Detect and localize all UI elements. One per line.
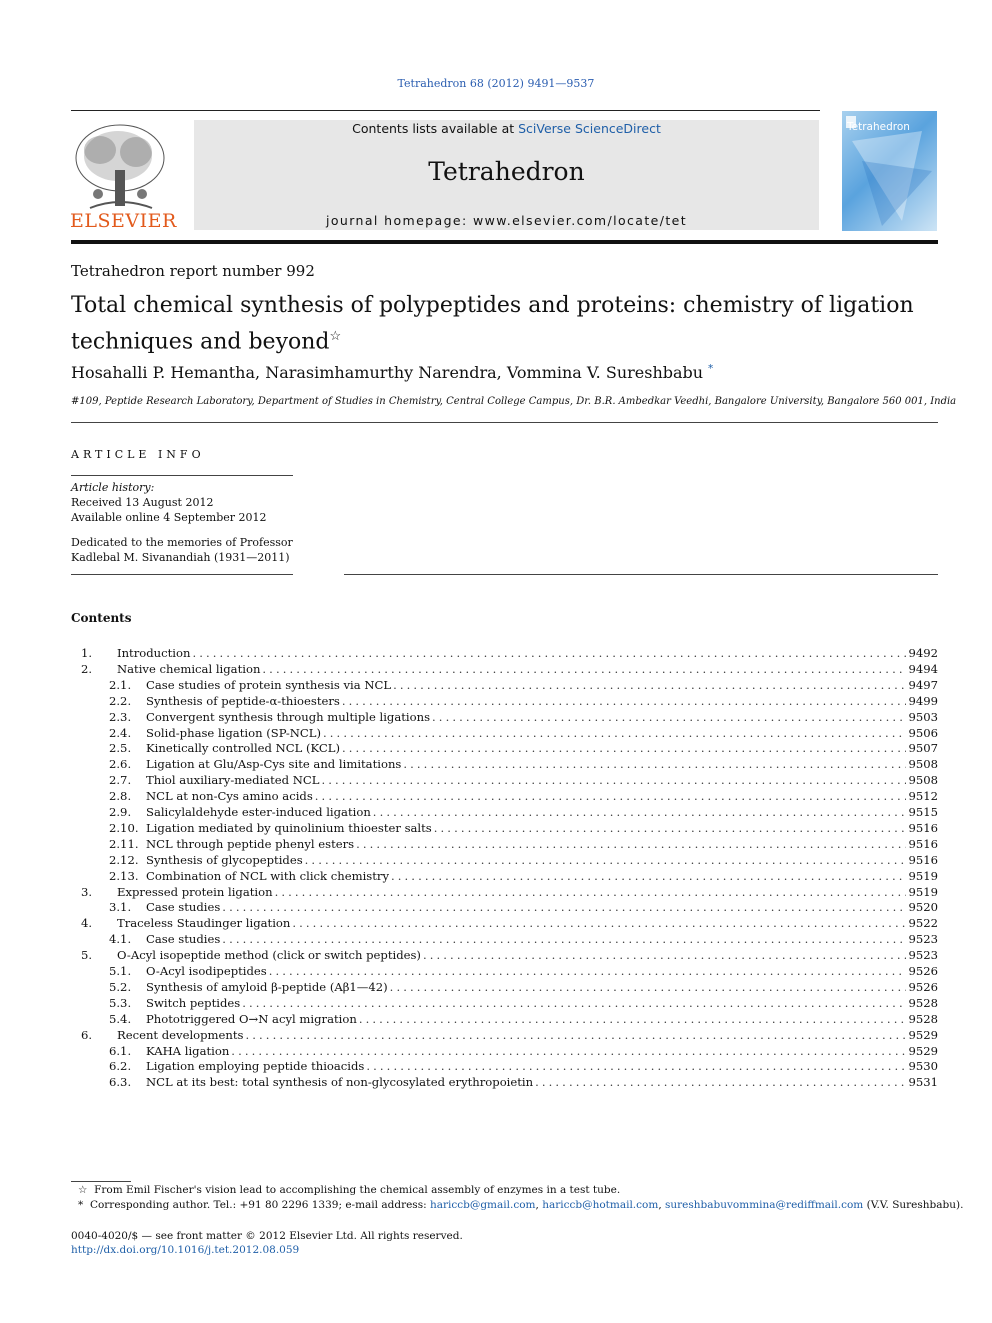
report-number: Tetrahedron report number 992 (71, 262, 315, 280)
dedication-line-2: Kadlebal M. Sivanandiah (1931—2011) (71, 551, 290, 564)
author-list (71, 363, 713, 382)
toc-entry-number: 2.10. (109, 820, 139, 835)
toc-entry-number: 6.2. (109, 1059, 132, 1074)
article-history (71, 480, 267, 525)
toc-entry-number: 2.13. (109, 868, 139, 883)
toc-entry-page: 9499 (908, 693, 938, 708)
received-date: Received 13 August 2012 (71, 496, 214, 509)
toc-entry-page: 9516 (908, 852, 938, 867)
toc-entry-page: 9528 (908, 1011, 938, 1026)
toc-entry-title: Phototriggered O→N acyl migration (146, 1011, 357, 1026)
toc-entry-title: Synthesis of glycopeptides (146, 852, 303, 867)
title-footnote-mark[interactable]: ☆ (329, 329, 342, 344)
toc-entry-number: 5.1. (109, 964, 132, 978)
toc-entry[interactable] (71, 869, 938, 885)
toc-entry-title: NCL at non-Cys amino acids (146, 789, 313, 804)
toc-entry-number: 2.9. (109, 805, 132, 819)
journal-homepage[interactable]: journal homepage: www.elsevier.com/locate/tet (325, 213, 688, 228)
toc-entry-page: 9516 (908, 836, 938, 851)
toc-entry-title: Switch peptides (146, 995, 241, 1010)
toc-entry-number: 6. (81, 1027, 93, 1042)
toc-entry-page: 9494 (908, 661, 938, 676)
toc-entry-title: Case studies (146, 932, 221, 947)
toc-leader-dots (390, 980, 907, 994)
toc-entry-page: 9531 (908, 1075, 938, 1090)
toc-entry-page: 9519 (908, 884, 938, 899)
toc-leader-dots (242, 996, 906, 1010)
toc-entry-number: 2.4. (109, 725, 132, 740)
contents-heading: Contents (71, 611, 132, 625)
toc-entry-title: Thiol auxiliary-mediated NCL (146, 773, 320, 788)
toc-entry-number: 2.12. (109, 852, 139, 867)
toc-entry-title: Traceless Staudinger ligation (117, 916, 291, 931)
available-online-date: Available online 4 September 2012 (71, 511, 267, 524)
toc-leader-dots (535, 1075, 906, 1089)
toc-leader-dots (403, 757, 906, 771)
cover-title: Tetrahedron (847, 121, 910, 133)
email-link-1[interactable]: hariccb@gmail.com (429, 1199, 536, 1211)
article-info-heading: ARTICLE INFO (71, 448, 205, 461)
article-info-rule (71, 475, 293, 476)
toc-leader-dots (315, 789, 907, 803)
toc-entry[interactable] (71, 900, 938, 916)
footnote-corr-suffix: (V.V. Sureshbabu). (866, 1199, 964, 1211)
toc-entry-page: 9516 (908, 820, 938, 835)
toc-leader-dots (192, 646, 906, 660)
toc-entry-number: 2.11. (109, 836, 139, 851)
toc-entry[interactable] (71, 773, 938, 789)
header-rule (71, 110, 820, 111)
toc-entry-title: O-Acyl isodipeptides (146, 964, 267, 978)
toc-entry-number: 1. (81, 646, 93, 660)
toc-leader-dots (342, 694, 907, 708)
toc-entry-title: Kinetically controlled NCL (KCL) (146, 741, 340, 756)
footnote-star-mark: ☆ (78, 1184, 88, 1196)
toc-entry-number: 2.8. (109, 789, 132, 804)
toc-entry-title: Recent developments (117, 1027, 244, 1042)
toc-entry[interactable] (71, 948, 938, 964)
toc-entry-page: 9529 (908, 1043, 938, 1058)
journal-name: Tetrahedron (428, 157, 585, 186)
toc-entry-page: 9526 (908, 979, 938, 994)
history-label: Article history: (71, 481, 155, 494)
toc-leader-dots (373, 805, 907, 819)
journal-citation[interactable]: Tetrahedron 68 (2012) 9491—9537 (397, 77, 595, 90)
toc-entry-title: O-Acyl isopeptide method (click or switch peptides) (117, 948, 421, 963)
toc-entry[interactable] (71, 1028, 938, 1044)
toc-entry[interactable] (71, 964, 938, 980)
toc-entry-number: 2.6. (109, 757, 132, 772)
toc-entry-title: Introduction (117, 646, 191, 660)
toc-entry[interactable] (71, 726, 938, 742)
email-separator-2: , (658, 1199, 665, 1211)
footnote-rule (71, 1181, 131, 1182)
toc-leader-dots (359, 1012, 907, 1026)
toc-leader-dots (393, 678, 906, 692)
toc-entry-page: 9530 (908, 1059, 938, 1074)
toc-leader-dots (434, 821, 907, 835)
toc-entry-page: 9515 (908, 805, 938, 819)
toc-entry-page: 9529 (908, 1027, 938, 1042)
toc-leader-dots (356, 837, 906, 851)
toc-entry-number: 2.1. (109, 677, 132, 692)
toc-entry[interactable] (71, 741, 938, 757)
toc-leader-dots (222, 932, 906, 946)
toc-entry-title: Combination of NCL with click chemistry (146, 868, 389, 883)
toc-leader-dots (269, 964, 907, 978)
toc-entry-title: KAHA ligation (146, 1043, 230, 1058)
toc-entry-title: Solid-phase ligation (SP-NCL) (146, 725, 322, 740)
toc-entry[interactable] (71, 885, 938, 901)
toc-entry-title: Synthesis of peptide-α-thioesters (146, 693, 340, 708)
toc-leader-dots (305, 853, 907, 867)
toc-entry-number: 4. (81, 916, 93, 931)
article-title-text: Total chemical synthesis of polypeptides and proteins: chemistry of ligation techniques and beyond (71, 293, 914, 355)
corresponding-author-mark[interactable]: * (708, 363, 714, 375)
toc-entry-page: 9508 (908, 773, 938, 788)
toc-entry[interactable] (71, 1044, 938, 1060)
doi-link[interactable]: http://dx.doi.org/10.1016/j.tet.2012.08.059 (71, 1244, 300, 1256)
toc-entry-title: Salicylaldehyde ester-induced ligation (146, 805, 371, 819)
toc-entry[interactable] (71, 853, 938, 869)
toc-entry-number: 5.3. (109, 995, 132, 1010)
article-info-bottom-rule (71, 574, 293, 575)
toc-entry-number: 2. (81, 661, 93, 676)
footnote-corresponding (78, 1199, 963, 1211)
toc-entry[interactable] (71, 757, 938, 773)
toc-entry-number: 5.4. (109, 1011, 132, 1026)
toc-entry[interactable] (71, 710, 938, 726)
issn-copyright: 0040-4020/$ — see front matter © 2012 Elsevier Ltd. All rights reserved. (71, 1230, 463, 1242)
toc-entry[interactable] (71, 932, 938, 948)
toc-entry-number: 6.3. (109, 1075, 132, 1090)
toc-leader-dots (262, 662, 906, 676)
toc-leader-dots (292, 916, 906, 930)
toc-leader-dots (275, 885, 907, 899)
email-separator-1: , (535, 1199, 543, 1211)
contents-prefix: Contents lists available at (352, 121, 519, 136)
toc-entry-title: Expressed protein ligation (117, 884, 273, 899)
toc-entry[interactable] (71, 694, 938, 710)
footnote-corr-text: Corresponding author. Tel.: +91 80 2296 1339; e-mail address: (89, 1199, 430, 1211)
toc-entry-number: 6.1. (109, 1043, 132, 1058)
section-rule (71, 422, 938, 423)
elsevier-wordmark: ELSEVIER (70, 210, 177, 232)
toc-leader-dots (342, 741, 906, 755)
toc-entry-page: 9528 (908, 995, 938, 1010)
toc-entry-title: Case studies of protein synthesis via NCL (146, 677, 392, 692)
footnote-star-text: From Emil Fischer's vision lead to accomplishing the chemical assembly of enzymes in a test tube. (94, 1184, 621, 1196)
toc-entry-page: 9492 (908, 646, 938, 660)
author-names[interactable]: Hosahalli P. Hemantha, Narasimhamurthy Narendra, Vommina V. Sureshbabu (71, 363, 704, 382)
toc-entry-title: NCL at its best: total synthesis of non-glycosylated erythropoietin (146, 1075, 534, 1090)
toc-entry[interactable] (71, 980, 938, 996)
abstract-bottom-rule (344, 574, 938, 575)
header-thick-rule (71, 240, 938, 244)
toc-entry-page: 9497 (908, 677, 938, 692)
toc-entry-title: Convergent synthesis through multiple ligations (146, 709, 431, 724)
toc-entry-page: 9512 (908, 789, 938, 804)
toc-entry[interactable] (71, 916, 938, 932)
email-link-3[interactable]: sureshbabuvommina@rediffmail.com (665, 1199, 864, 1211)
toc-entry[interactable] (71, 821, 938, 837)
toc-entry-number: 3.1. (109, 900, 132, 915)
toc-entry-page: 9506 (908, 725, 938, 740)
toc-entry-page: 9507 (908, 741, 938, 756)
dedication-line-1: Dedicated to the memories of Professor (71, 536, 293, 549)
toc-entry-title: Native chemical ligation (117, 661, 261, 676)
toc-entry-number: 3. (81, 884, 93, 899)
toc-entry-number: 2.7. (109, 773, 132, 788)
toc-entry-page: 9520 (908, 900, 938, 915)
toc-leader-dots (423, 948, 907, 962)
toc-entry[interactable] (71, 1012, 938, 1028)
toc-leader-dots (323, 726, 906, 740)
toc-entry-page: 9526 (908, 964, 938, 978)
footnote-corr-mark: * (78, 1199, 84, 1211)
dedication (71, 535, 293, 565)
toc-entry[interactable] (71, 805, 938, 821)
toc-entry-number: 2.3. (109, 709, 132, 724)
toc-entry[interactable] (71, 646, 938, 662)
contents-availability (194, 121, 819, 136)
sciencedirect-link[interactable]: SciVerse ScienceDirect (518, 121, 661, 136)
toc-entry-number: 5. (81, 948, 93, 963)
footnote-title (78, 1184, 620, 1196)
article-title (71, 290, 931, 357)
toc-entry[interactable] (71, 1059, 938, 1075)
toc-entry[interactable] (71, 1075, 938, 1091)
toc-entry-number: 2.5. (109, 741, 132, 756)
toc-entry-page: 9508 (908, 757, 938, 772)
toc-entry-title: Ligation mediated by quinolinium thioester salts (146, 820, 432, 835)
toc-leader-dots (222, 900, 906, 914)
toc-leader-dots (321, 773, 906, 787)
toc-leader-dots (432, 710, 906, 724)
toc-entry-page: 9523 (908, 948, 938, 963)
toc-leader-dots (231, 1044, 906, 1058)
toc-entry-number: 5.2. (109, 979, 132, 994)
toc-entry-page: 9519 (908, 868, 938, 883)
toc-leader-dots (366, 1059, 906, 1073)
toc-entry[interactable] (71, 996, 938, 1012)
toc-entry-title: Ligation employing peptide thioacids (146, 1059, 365, 1074)
affiliation: #109, Peptide Research Laboratory, Department of Studies in Chemistry, Central College Campus, Dr. B.R. Ambedkar Veedhi, Bangalore University, Bangalore 560 001, India (71, 396, 957, 407)
toc-leader-dots (246, 1028, 907, 1042)
toc-entry-page: 9522 (908, 916, 938, 931)
toc-entry-page: 9523 (908, 932, 938, 947)
toc-entry-title: Synthesis of amyloid β-peptide (Aβ1—42) (146, 979, 388, 994)
toc-entry-title: Case studies (146, 900, 221, 915)
toc-entry[interactable] (71, 837, 938, 853)
toc-entry-page: 9503 (908, 709, 938, 724)
toc-entry-title: NCL through peptide phenyl esters (146, 836, 355, 851)
toc-entry-number: 2.2. (109, 693, 132, 708)
toc-entry-number: 4.1. (109, 932, 132, 947)
toc-leader-dots (391, 869, 906, 883)
toc-entry[interactable] (71, 789, 938, 805)
toc-entry-title: Ligation at Glu/Asp-Cys site and limitations (146, 757, 402, 772)
email-link-2[interactable]: hariccb@hotmail.com (542, 1199, 659, 1211)
toc-entry[interactable] (71, 662, 938, 678)
toc-entry[interactable] (71, 678, 938, 694)
